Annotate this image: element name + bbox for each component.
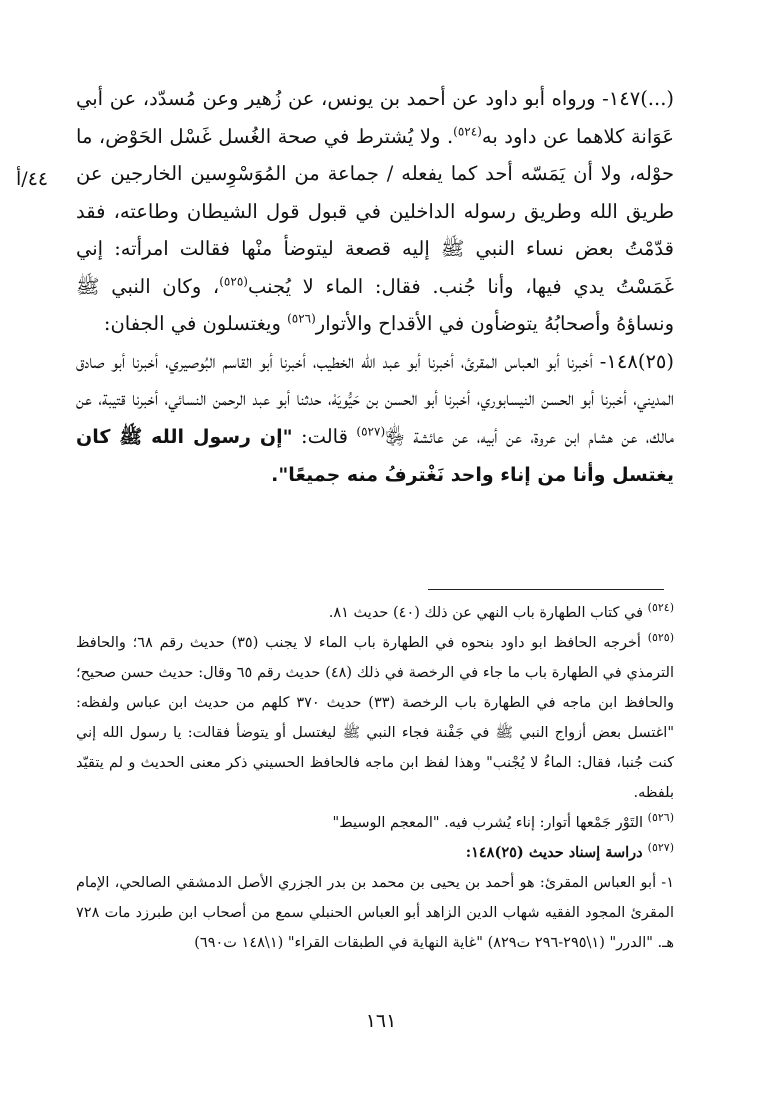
- main-text: [76, 80, 674, 495]
- footnote-ref-525: (٥٢٥): [219, 274, 248, 288]
- paragraph-148-isnad: (٢٥)١٤٨- أخبرنا أبو العباس المقرئ، أخبرنا أبو عبد الله الخطيب، أخبرنا أبو القاسم البُوصيري، أخبرنا أبو صادق المديني، أخبرنا أبو الحسن النيسابوري، أخبرنا أبو الحسن بن حَيُّويَهْ، حدثنا أبو عبد الرحمن النسائي، أخبرنا قتيبة، عن مالك، عن هشام ابن عروة، عن أبيه، عن عائشة ﵂: [76, 349, 674, 448]
- footnote-525: [76, 628, 674, 808]
- footnote-separator: [428, 589, 664, 590]
- paragraph-148-said: قالت:: [292, 424, 357, 448]
- footnote-text: التَوْر جَمْعها أتوار: إناء يُشرب فيه. "المعجم الوسيط": [332, 815, 648, 831]
- footnote-527-narrator-1: [76, 868, 674, 958]
- footnote-number: (٥٢٧): [647, 841, 674, 855]
- footnotes: [76, 598, 674, 958]
- footnote-text: ١- أبو العباس المقرئ: هو أحمد بن يحيى بن محمد بن بدر الجزري الأصل الدمشقي الصالحي، الإمام المقرئ المجود الفقيه شهاب الدين الزاهد أبو العباس الحنبلي سمع من أصحاب ابن طبرزد مات ٧٢٨ هـ. "الدرر" (١\٢٩٥-٢٩٦ ت٨٢٩) "غاية النهاية في الطبقات القراء" (١\١٤٨ ت٦٩٠): [76, 875, 674, 951]
- isnad-study-title: دراسة إسناد حديث (٢٥)١٤٨:: [465, 844, 648, 861]
- footnote-ref-526: (٥٢٦): [287, 311, 316, 326]
- paragraph-147-part-3: ، وكان النبي ﷺ ونساؤهُ وأصحابُهُ يتوضأون في الأقداح والأتوار: [76, 274, 674, 335]
- footnote-ref-527: (٥٢٧): [356, 424, 386, 438]
- footnote-number: (٥٢٦): [647, 811, 674, 825]
- footnote-ref-524: (٥٢٤): [453, 124, 482, 138]
- footnote-number: (٥٢٥): [647, 631, 675, 645]
- footnote-524: [76, 598, 674, 628]
- paragraph-147-part-4: ويغتسلون في الجفان:: [103, 312, 288, 335]
- page-number: ١٦١: [365, 1010, 397, 1032]
- footnote-text: أخرجه الحافظ ابو داود بنحوه في الطهارة باب الماء لا يجنب (٣٥) حديث رقم ٦٨؛ والحافظ الترمذي في الطهارة باب ما جاء في الرخصة في ذلك (٤٨) حديث رقم ٦٥ وقال: حديث حسن صحيح؛ والحافظ ابن ماجه في الطهارة باب الرخصة (٣٣) حديث ٣٧٠ كلهم من حديث ابن عباس ولفظه: "اغتسل بعض أزواج النبي ﷺ في جَفْنة فجاء النبي ﷺ ليغتسل أو يتوضأ فقالت: يا رسول الله إني كنت جُنبا، فقال: الماءُ لا يُجْنب" وهذا لفظ ابن ماجه فالحافظ الحسيني ذكر معنى الحديث و لم يتقيّد بلفظه.: [76, 635, 675, 801]
- footnote-526: [76, 808, 674, 838]
- footnote-527: [76, 838, 674, 868]
- paragraph-148: [76, 343, 674, 495]
- paragraph-147: [76, 80, 674, 343]
- margin-folio-note: ٤٤/أ: [16, 168, 49, 190]
- paragraph-147-part-2: . ولا يُشترط في صحة الغُسل غَسْل الحَوْض، ما حوْله، ولا أن يَمَسّه أحد كما يفعله / جماعة من المُوَسْوِسين الخارجين عن طريق الله وطريق رسوله الداخلين في قبول قول الشيطان وطاعته، فقد قدّمْتُ بعض نساء النبي ﷺ إليه قصعة ليتوضأ منْها فقالت امرأته: إني غَمَسْتُ يدي فيها، وأنا جُنب. فقال: الماء لا يُجنب: [76, 124, 674, 298]
- paragraph-147-part-1: (...)١٤٧- ورواه أبو داود عن أحمد بن يونس، عن زُهير وعن مُسدّد، عن أبي عَوَانة كلاهما عن داود به: [76, 87, 674, 148]
- hadith-text: "إن رسول الله ﷺ كان يغتسل وأنا من إناء واحد نَغْترفُ منه جميعًا".: [76, 425, 674, 486]
- footnote-text: في كتاب الطهارة باب النهي عن ذلك (٤٠) حديث ٨١.: [328, 605, 648, 621]
- footnote-number: (٥٢٤): [647, 601, 674, 615]
